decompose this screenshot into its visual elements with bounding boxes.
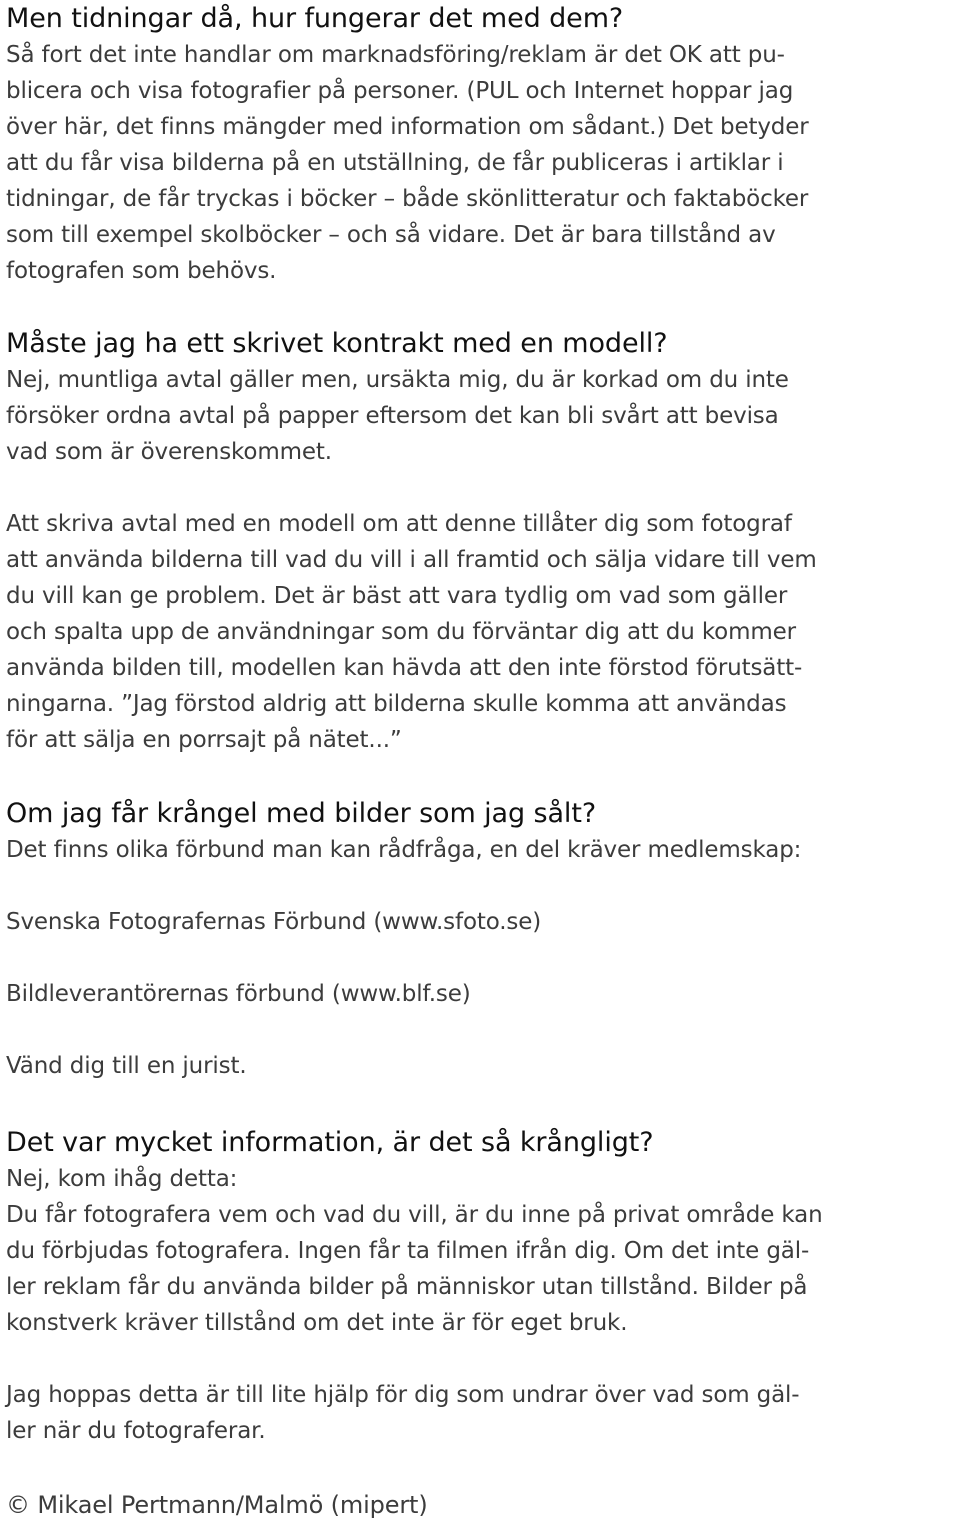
body-line: som till exempel skolböcker – och så vidare. Det är bara tillstånd av — [6, 222, 776, 248]
body-line: ler när du fotograferar. — [6, 1418, 266, 1444]
body-line: tidningar, de får tryckas i böcker – både skönlitteratur och faktaböcker — [6, 186, 809, 212]
body-line: vad som är överenskommet. — [6, 439, 332, 465]
body-line: över här, det finns mängder med information om sådant.) Det betyder — [6, 114, 809, 140]
copyright-footer — [6, 1487, 428, 1523]
section-sold-images — [6, 796, 801, 1084]
body-line: du vill kan ge problem. Det är bäst att vara tydlig om vad som gäller — [6, 583, 788, 609]
section-newspapers — [6, 1, 809, 289]
body-line: använda bilden till, modellen kan hävda att den inte förstod förutsätt- — [6, 655, 803, 681]
organization-item: Bildleverantörernas förbund (www.blf.se) — [6, 981, 471, 1007]
body-line: ler reklam får du använda bilder på människor utan tillstånd. Bilder på — [6, 1274, 808, 1300]
body-line: Att skriva avtal med en modell om att denne tillåter dig som fotograf — [6, 511, 792, 537]
section-heading: Det var mycket information, är det så krångligt? — [6, 1127, 654, 1158]
body-line: och spalta upp de användningar som du förväntar dig att du kommer — [6, 619, 796, 645]
body-line: Du får fotografera vem och vad du vill, är du inne på privat område kan — [6, 1202, 823, 1228]
advice-item: Vänd dig till en jurist. — [6, 1053, 247, 1079]
section-heading: Om jag får krångel med bilder som jag sålt? — [6, 798, 597, 829]
body-line: fotografen som behövs. — [6, 258, 277, 284]
body-line: Nej, muntliga avtal gäller men, ursäkta mig, du är korkad om du inte — [6, 367, 789, 393]
body-line: Det finns olika förbund man kan rådfråga, en del kräver medlemskap: — [6, 837, 802, 863]
body-line: att du får visa bilderna på en utställning, de får publiceras i artiklar i — [6, 150, 784, 176]
body-line: att använda bilderna till vad du vill i all framtid och sälja vidare till vem — [6, 547, 817, 573]
section-model-contract — [6, 326, 817, 758]
body-line: Så fort det inte handlar om marknadsföring/reklam är det OK att pu- — [6, 42, 785, 68]
copyright-text: © Mikael Pertmann/Malmö (mipert) — [6, 1491, 428, 1519]
body-line: Jag hoppas detta är till lite hjälp för dig som undrar över vad som gäl- — [6, 1382, 800, 1408]
organization-item: Svenska Fotografernas Förbund (www.sfoto.se) — [6, 909, 542, 935]
body-line: du förbjudas fotografera. Ingen får ta filmen ifrån dig. Om det inte gäl- — [6, 1238, 810, 1264]
section-heading: Men tidningar då, hur fungerar det med dem? — [6, 3, 624, 34]
body-line: konstverk kräver tillstånd om det inte är för eget bruk. — [6, 1310, 628, 1336]
section-heading: Måste jag ha ett skrivet kontrakt med en modell? — [6, 328, 668, 359]
body-line: blicera och visa fotografier på personer. (PUL och Internet hoppar jag — [6, 78, 794, 104]
body-line: ningarna. ”Jag förstod aldrig att bilderna skulle komma att användas — [6, 691, 787, 717]
body-line: Nej, kom ihåg detta: — [6, 1166, 238, 1192]
body-line: för att sälja en porrsajt på nätet...” — [6, 727, 402, 753]
body-line: försöker ordna avtal på papper eftersom det kan bli svårt att bevisa — [6, 403, 779, 429]
section-summary — [6, 1125, 823, 1449]
